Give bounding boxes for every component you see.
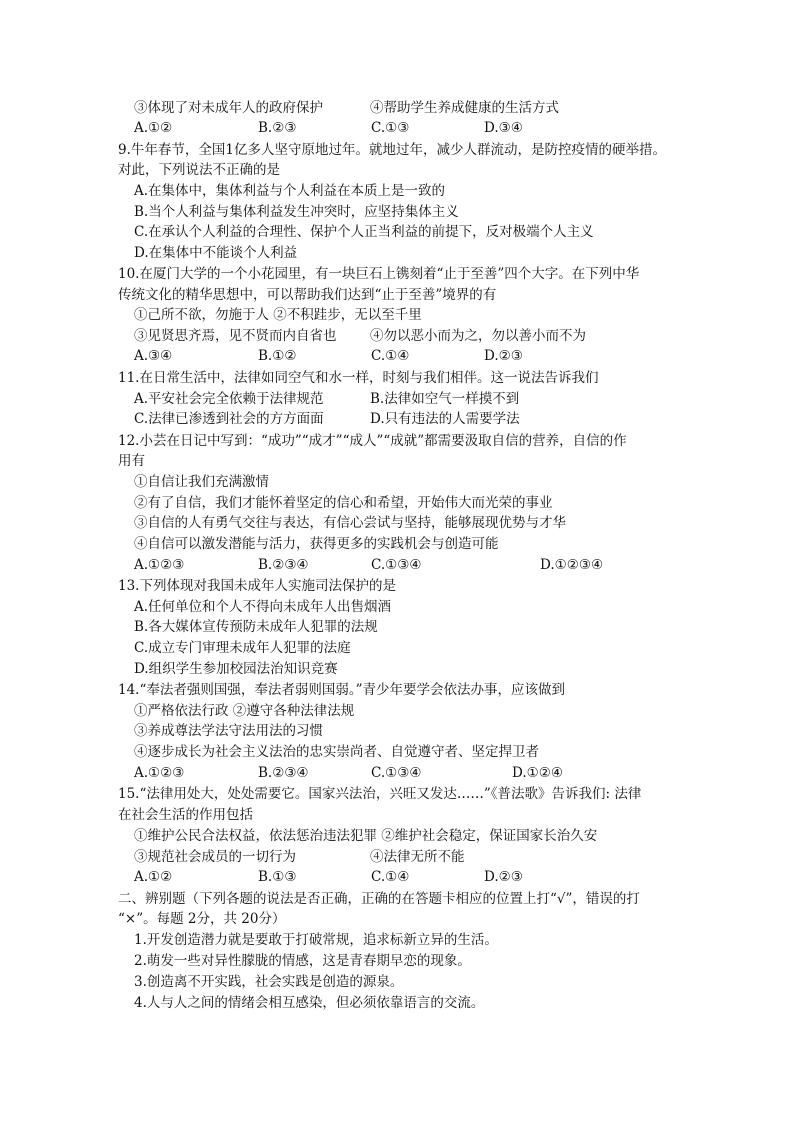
q14-stem: 14.“奉法者强则国强，奉法者弱则国弱。”青少年要学会依法办事，应该做到 [118, 682, 566, 698]
q11-option-d: D.只有违法的人需要学法 [370, 411, 520, 427]
section2-title-line1: 二、辨别题（下列各题的说法是否正确，正确的在答题卡相应的位置上打“√”，错误的打 [118, 891, 640, 907]
q10-choice-b: B.①② [258, 348, 297, 364]
q12-choice-b: B.②③④ [258, 557, 309, 573]
q9-option-c: C.在承认个人利益的合理性、保护个人正当利益的前提下，反对极端个人主义 [134, 224, 594, 240]
prev-option-4: ④帮助学生养成健康的生活方式 [370, 100, 559, 116]
q10-stem-line1: 10.在厦门大学的一个小花园里，有一块巨石上镌刻着“止于至善”四个大字。在下列中华 [118, 266, 640, 282]
q10-stem-line2: 传统文化的精华思想中，可以帮助我们达到“止于至善”境界的有 [118, 287, 497, 303]
q12-choice-d: D.①②③④ [540, 557, 604, 573]
q12-stem-line2: 用有 [118, 453, 145, 469]
q13-option-d: D.组织学生参加校园法治知识竞赛 [134, 661, 338, 677]
prev-choice-a: A.①② [134, 120, 173, 136]
q14-choice-c: C.①③④ [371, 765, 422, 781]
q14-choice-a: A.①②③ [134, 765, 185, 781]
q14-item-line2: ③养成尊法学法守法用法的习惯 [134, 723, 323, 739]
q12-choice-c: C.①③④ [371, 557, 422, 573]
q12-choice-a: A.①②③ [134, 557, 185, 573]
q15-items-line2a: ③规范社会成员的一切行为 [134, 849, 296, 865]
q12-stem-line1: 12.小芸在日记中写到：“成功”“成才”“成人”“成就”都需要汲取自信的营养，自信的作 [118, 433, 627, 449]
q13-stem: 13.下列体现对我国未成年人实施司法保护的是 [118, 578, 396, 594]
judge-item-3: 3.创造离不开实践，社会实践是创造的源泉。 [134, 974, 404, 990]
q9-stem-line2: 对此，下列说法不正确的是 [118, 162, 280, 178]
q12-item-3: ③自信的人有勇气交往与表达，有信心尝试与坚持，能够展现优势与才华 [134, 515, 566, 531]
q9-option-d: D.在集体中不能谈个人利益 [134, 245, 298, 261]
prev-choice-d: D.③④ [484, 120, 523, 136]
q10-choice-d: D.②③ [484, 348, 523, 364]
q15-choice-b: B.①③ [258, 869, 297, 885]
q15-stem-line1: 15.“法律用处大，处处需要它。国家兴法治，兴旺又发达……”《普法歌》告诉我们: 法律 [118, 786, 642, 802]
q15-items-line1: ①维护公民合法权益，依法惩治违法犯罪 ②维护社会稳定，保证国家长治久安 [134, 828, 598, 844]
q13-option-a: A.任何单位和个人不得向未成年人出售烟酒 [134, 599, 392, 615]
q14-choice-b: B.②③④ [258, 765, 309, 781]
q15-choice-a: A.①② [134, 869, 173, 885]
q15-choice-c: C.①④ [371, 869, 410, 885]
q12-item-2: ②有了自信，我们才能怀着坚定的信心和希望，开始伟大而光荣的事业 [134, 495, 553, 511]
q11-option-b: B.法律如空气一样摸不到 [370, 391, 520, 407]
section2-title-line2: “×”。每题 2分，共 20分） [118, 911, 286, 927]
q12-item-4: ④自信可以激发潜能与活力，获得更多的实践机会与创造可能 [134, 536, 499, 552]
q9-option-a: A.在集体中，集体利益与个人利益在本质上是一致的 [134, 183, 446, 199]
q14-item-line1: ①严格依法行政 ②遵守各种法律法规 [134, 703, 355, 719]
q15-choice-d: D.②③ [484, 869, 523, 885]
q14-item-line3: ④逐步成长为社会主义法治的忠实崇尚者、自觉遵守者、坚定捍卫者 [134, 744, 539, 760]
judge-item-4: 4.人与人之间的情绪会相互感染，但必须依靠语言的交流。 [134, 995, 485, 1011]
q9-stem-line1: 9.牛年春节，全国1亿多人坚守原地过年。就地过年，减少人群流动，是防控疫情的硬举措。 [118, 142, 666, 158]
q10-items-line1: ①己所不欲，勿施于人 ②不积跬步，无以至千里 [134, 307, 422, 323]
q10-items-line2b: ④勿以恶小而为之，勿以善小而不为 [370, 328, 586, 344]
judge-item-2: 2.萌发一些对异性朦胧的情感，这是青春期早恋的现象。 [134, 953, 471, 969]
q14-choice-d: D.①②④ [512, 765, 563, 781]
q13-option-b: B.各大媒体宣传预防未成年人犯罪的法规 [134, 619, 378, 635]
prev-choice-b: B.②③ [258, 120, 297, 136]
q12-item-1: ①自信让我们充满激情 [134, 474, 269, 490]
q11-option-a: A.平安社会完全依赖于法律规范 [134, 391, 324, 407]
q15-items-line2b: ④法律无所不能 [370, 849, 465, 865]
q10-choice-c: C.①④ [371, 348, 410, 364]
q10-choice-a: A.③④ [134, 348, 173, 364]
q13-option-c: C.成立专门审理未成年人犯罪的法庭 [134, 640, 351, 656]
prev-option-3: ③体现了对未成年人的政府保护 [134, 100, 323, 116]
q9-option-b: B.当个人利益与集体利益发生冲突时，应坚持集体主义 [134, 204, 459, 220]
prev-choice-c: C.①③ [371, 120, 410, 136]
judge-item-1: 1.开发创造潜力就是要敢于打破常规，追求标新立异的生活。 [134, 932, 498, 948]
q15-stem-line2: 在社会生活的作用包括 [118, 807, 253, 823]
q11-option-c: C.法律已渗透到社会的方方面面 [134, 411, 324, 427]
q11-stem: 11.在日常生活中，法律如同空气和水一样，时刻与我们相伴。这一说法告诉我们 [118, 370, 599, 386]
q10-items-line2a: ③见贤思齐焉，见不贤而内自省也 [134, 328, 337, 344]
